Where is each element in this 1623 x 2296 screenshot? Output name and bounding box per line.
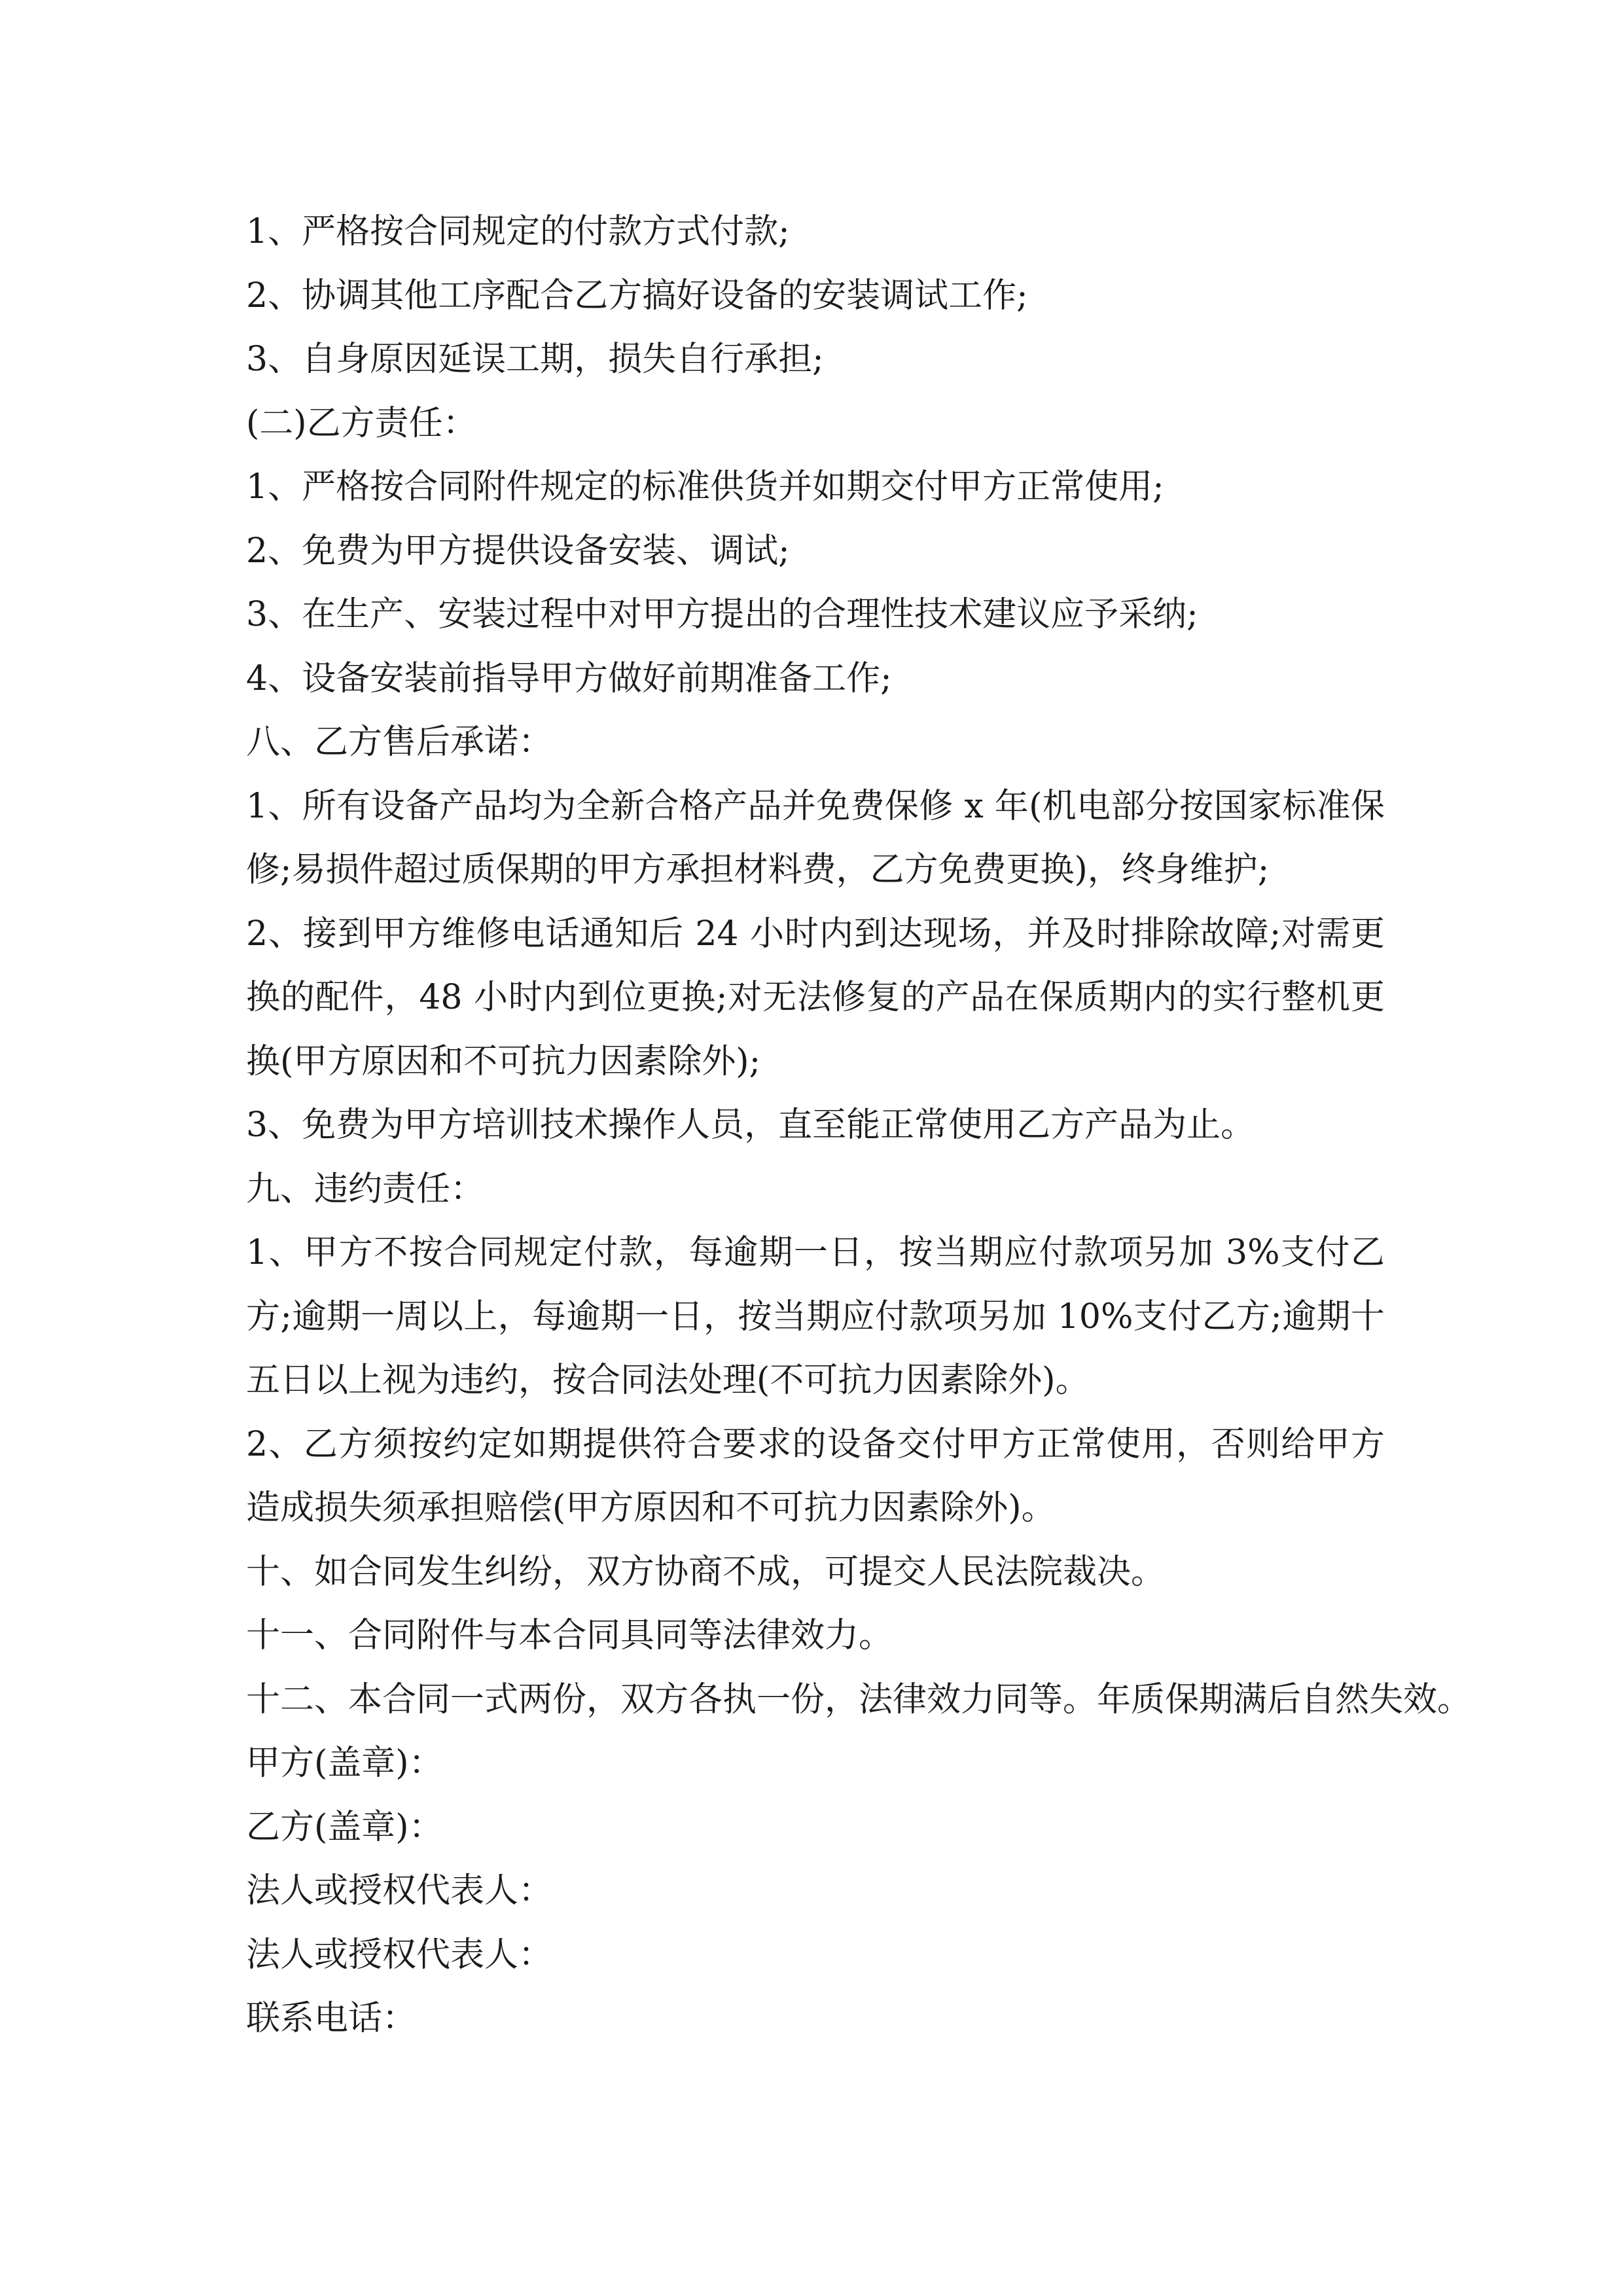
- after-sales-heading: 八、乙方售后承诺：: [246, 723, 553, 762]
- supply-standard-clause: 1、严格按合同附件规定的标准供货并如期交付甲方正常使用;: [246, 467, 1164, 507]
- late-payment-clause: 1、甲方不按合同规定付款，每逾期一日，按当期应付款项另加 3%支付乙方;逾期一周以上，每逾期一日，按当期应付款项另加 10%支付乙方;逾期十五日以上视为违约，按合同法处理(不可抗力因素除外)。: [246, 1233, 1385, 1400]
- breach-liability-heading: 九、违约责任：: [246, 1169, 485, 1209]
- attachment-validity-clause: 十一、合同附件与本合同具同等法律效力。: [246, 1616, 893, 1655]
- repair-response-clause: 2、接到甲方维修电话通知后 24 小时内到达现场，并及时排除故障;对需更换的配件，48 小时内到位更换;对无法修复的产品在保质期内的实行整机更换(甲方原因和不可抗力因素除外);: [246, 914, 1385, 1081]
- preparation-guidance-clause: 4、设备安装前指导甲方做好前期准备工作;: [246, 658, 892, 698]
- coordination-clause: 2、协调其他工序配合乙方搞好设备的安装调试工作;: [246, 276, 1028, 315]
- party-a-seal-line: 甲方(盖章)：: [246, 1744, 443, 1783]
- technical-suggestion-clause: 3、在生产、安装过程中对甲方提出的合理性技术建议应予采纳;: [246, 595, 1198, 634]
- dispute-clause: 十、如合同发生纠纷，双方协商不成，可提交人民法院裁决。: [246, 1552, 1166, 1592]
- delivery-compensation-clause: 2、乙方须按约定如期提供符合要求的设备交付甲方正常使用，否则给甲方造成损失须承担赔偿(甲方原因和不可抗力因素除外)。: [246, 1424, 1385, 1528]
- warranty-clause: 1、所有设备产品均为全新合格产品并免费保修 x 年(机电部分按国家标准保修;易损件超过质保期的甲方承担材料费，乙方免费更换)，终身维护;: [246, 786, 1385, 889]
- document-body: [246, 200, 1472, 2051]
- party-b-responsibility-heading: (二)乙方责任：: [246, 403, 477, 443]
- legal-representative-line-1: 法人或授权代表人：: [246, 1871, 553, 1910]
- delay-loss-clause: 3、自身原因延误工期，损失自行承担;: [246, 340, 824, 379]
- free-installation-clause: 2、免费为甲方提供设备安装、调试;: [246, 531, 790, 571]
- party-b-seal-line: 乙方(盖章)：: [246, 1807, 443, 1847]
- training-clause: 3、免费为甲方培训技术操作人员，直至能正常使用乙方产品为止。: [246, 1105, 1255, 1145]
- contact-phone-line: 联系电话：: [246, 1999, 417, 2038]
- legal-representative-line-2: 法人或授权代表人：: [246, 1935, 553, 1975]
- payment-obligation-clause: 1、严格按合同规定的付款方式付款;: [246, 212, 790, 251]
- copies-clause: 十二、本合同一式两份，双方各执一份，法律效力同等。年质保期满后自然失效。: [246, 1679, 1472, 1719]
